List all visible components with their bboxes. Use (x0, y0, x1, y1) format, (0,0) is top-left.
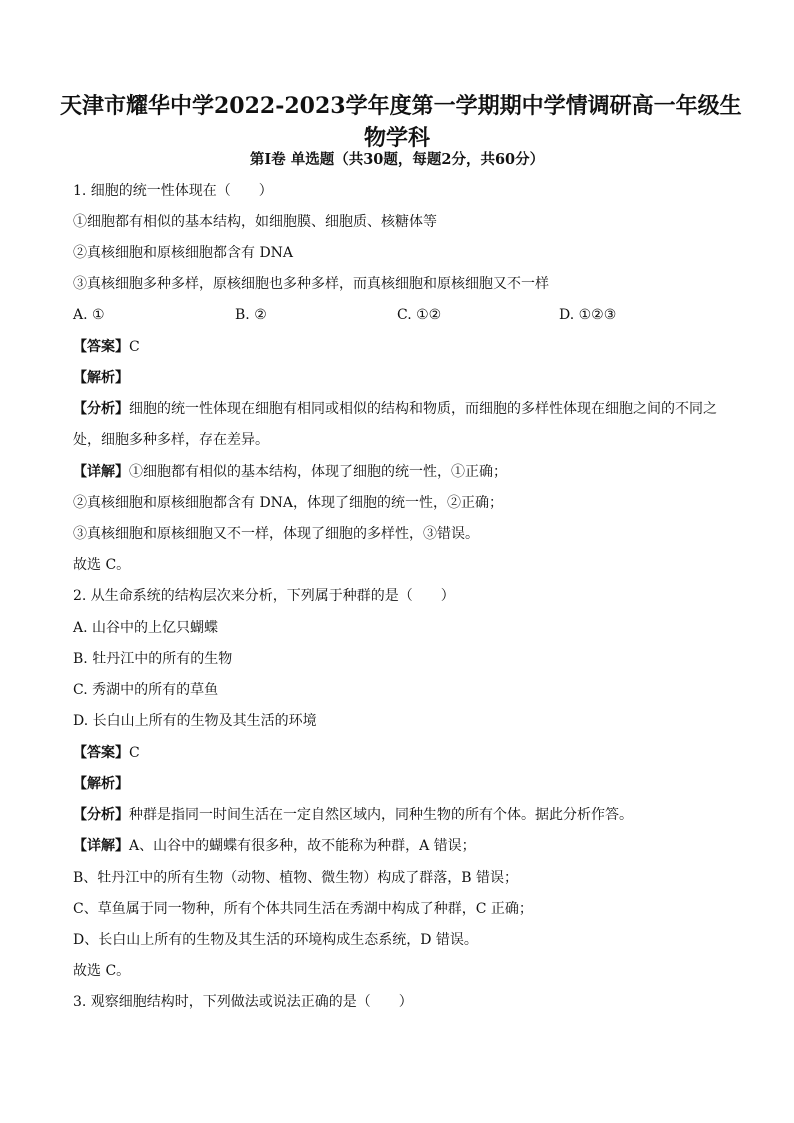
q1-jiexi-tag: 【解析】 (73, 370, 129, 386)
q2-option-d: D. 长白山上所有的生物及其生活的环境 (73, 713, 317, 729)
q1-option-b: B. ② (235, 307, 267, 323)
q2-xiangjie-1 (73, 836, 476, 856)
q2-answer-value: C (129, 745, 140, 761)
q2-stem: 2. 从生命系统的结构层次来分析，下列属于种群的是（ ） (73, 588, 455, 604)
q1-option-c: C. ①② (397, 307, 442, 323)
q1-fenxi-text-1: 细胞的统一性体现在细胞有相同或相似的结构和物质，而细胞的多样性体现在细胞之间的不同之 (129, 401, 717, 417)
q1-statement-2: ②真核细胞和原核细胞都含有 DNA (73, 245, 294, 261)
q1-xiangjie-1 (73, 462, 507, 482)
document-title-line2-visible: 物学科 (363, 125, 430, 151)
q1-fenxi-1 (73, 399, 717, 419)
q2-conclusion: 故选 C。 (73, 963, 131, 979)
q3-stem: 3. 观察细胞结构时，下列做法或说法正确的是（ ） (73, 994, 413, 1010)
q1-xiangjie-2: ②真核细胞和原核细胞都含有 DNA，体现了细胞的统一性，②正确； (73, 495, 504, 511)
q2-jiexi-tag: 【解析】 (73, 776, 129, 792)
q2-xiangjie-2: B、牡丹江中的所有生物（动物、植物、微生物）构成了群落，B 错误； (73, 870, 519, 886)
q2-xiangjie-3: C、草鱼属于同一物种，所有个体共同生活在秀湖中构成了种群，C 正确； (73, 901, 533, 917)
q1-xiangjie-tag: 【详解】 (73, 464, 129, 480)
q1-answer-value: C (129, 339, 140, 355)
q1-answer-tag: 【答案】 (73, 339, 129, 355)
q1-answer (73, 337, 140, 357)
q2-xiangjie-text-1: A、山谷中的蝴蝶有很多种，故不能称为种群，A 错误； (129, 838, 476, 854)
q1-statement-1: ①细胞都有相似的基本结构，如细胞膜、细胞质、核糖体等 (73, 214, 437, 230)
q1-stem: 1. 细胞的统一性体现在（ ） (73, 183, 273, 199)
document-title-line1: 天津市耀华中学2022-2023学年度第一学期期中学情调研高一年级生 (60, 93, 742, 119)
q1-fenxi-tag: 【分析】 (73, 401, 129, 417)
q2-fenxi-text-1: 种群是指同一时间生活在一定自然区域内，同种生物的所有个体。据此分析作答。 (129, 807, 633, 823)
q2-option-a: A. 山谷中的上亿只蝴蝶 (73, 620, 219, 636)
q2-option-b: B. 牡丹江中的所有的生物 (73, 651, 233, 667)
q2-fenxi-tag: 【分析】 (73, 807, 129, 823)
q2-answer-tag: 【答案】 (73, 745, 129, 761)
q2-fenxi-1 (73, 805, 633, 825)
q1-option-a: A. ① (73, 307, 105, 323)
q2-xiangjie-4: D、长白山上所有的生物及其生活的环境构成生态系统，D 错误。 (73, 932, 478, 948)
section-heading: 第I卷 单选题（共30题，每题2分，共60分） (249, 151, 545, 168)
q2-answer (73, 743, 140, 763)
q1-fenxi-2: 处，细胞多种多样，存在差异。 (73, 432, 269, 448)
q1-conclusion: 故选 C。 (73, 557, 131, 573)
q2-xiangjie-tag: 【详解】 (73, 838, 129, 854)
q1-xiangjie-text-1: ①细胞都有相似的基本结构，体现了细胞的统一性，①正确； (129, 464, 507, 480)
q2-option-c: C. 秀湖中的所有的草鱼 (73, 682, 219, 698)
q1-statement-3: ③真核细胞多种多样，原核细胞也多种多样，而真核细胞和原核细胞又不一样 (73, 276, 549, 292)
q1-option-d: D. ①②③ (559, 307, 617, 323)
q1-xiangjie-3: ③真核细胞和原核细胞又不一样，体现了细胞的多样性，③错误。 (73, 526, 479, 542)
